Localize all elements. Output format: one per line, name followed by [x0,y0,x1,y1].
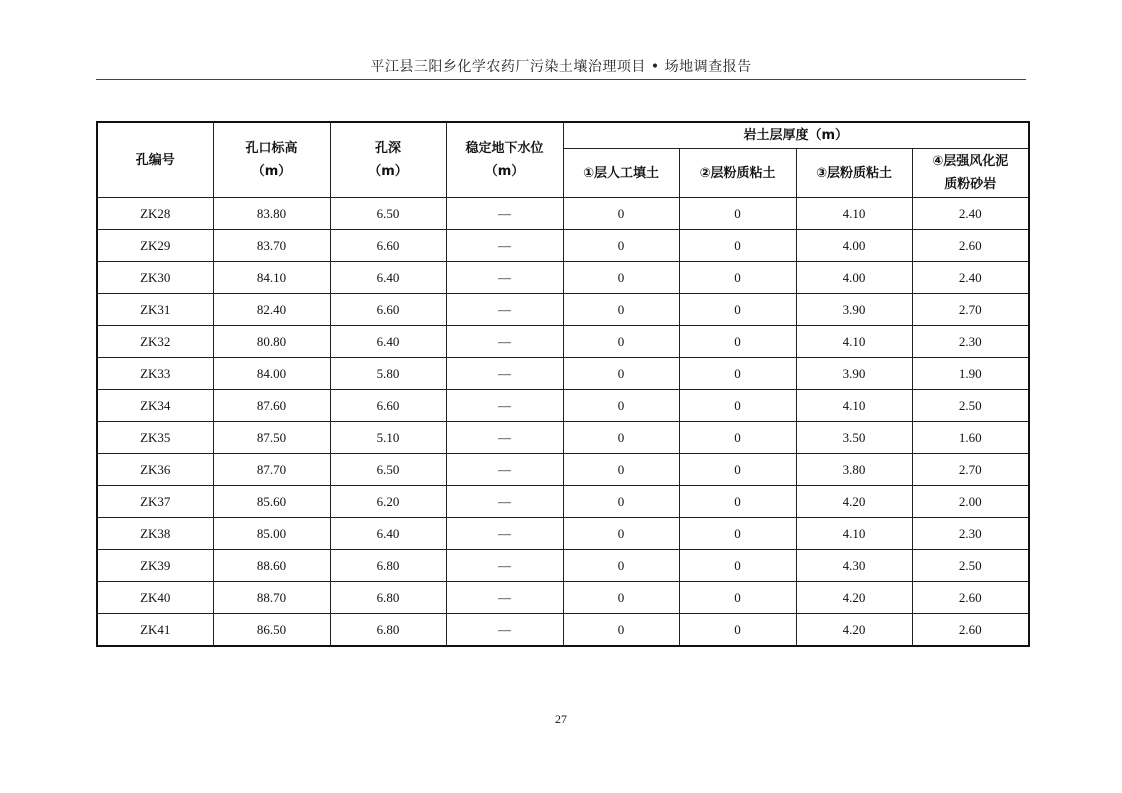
layer3-cell: 4.00 [796,262,912,294]
elevation-cell: 83.80 [213,198,330,230]
col-header-hole-id: 孔编号 [97,122,213,198]
table-row [97,486,1029,518]
layer2-cell: 0 [679,518,796,550]
hole-id-cell: ZK31 [97,294,213,326]
elevation-cell: 84.00 [213,358,330,390]
depth-cell: 5.80 [330,358,446,390]
layer3-cell: 4.30 [796,550,912,582]
elevation-cell: 83.70 [213,230,330,262]
elevation-cell: 88.60 [213,550,330,582]
hole-id-cell: ZK40 [97,582,213,614]
col-header-elevation-unit: （m） [251,164,292,179]
table-row [97,518,1029,550]
layer2-cell: 0 [679,422,796,454]
layer1-cell: 0 [563,454,679,486]
layer1-cell: 0 [563,582,679,614]
depth-cell: 6.40 [330,262,446,294]
water-level-cell: — [446,326,563,358]
layer4-cell: 2.30 [912,518,1029,550]
elevation-cell: 88.70 [213,582,330,614]
depth-cell: 6.50 [330,454,446,486]
elevation-cell: 87.70 [213,454,330,486]
water-level-cell: — [446,582,563,614]
elevation-cell: 86.50 [213,614,330,647]
layer4-cell: 2.70 [912,294,1029,326]
layer1-cell: 0 [563,550,679,582]
report-header-title: 平江县三阳乡化学农药厂污染土壤治理项目 • 场地调查报告 [370,59,752,75]
layer3-cell: 3.50 [796,422,912,454]
layer1-cell: 0 [563,198,679,230]
depth-cell: 6.20 [330,486,446,518]
table-row [97,550,1029,582]
layer4-cell: 2.30 [912,326,1029,358]
depth-cell: 6.60 [330,390,446,422]
table-row [97,198,1029,230]
depth-cell: 5.10 [330,422,446,454]
hole-id-cell: ZK41 [97,614,213,647]
page-number: 27 [555,712,567,726]
col-header-depth [330,122,446,198]
hole-id-cell: ZK39 [97,550,213,582]
depth-cell: 6.40 [330,326,446,358]
table-row [97,390,1029,422]
hole-id-cell: ZK38 [97,518,213,550]
layer3-cell: 3.90 [796,358,912,390]
layer4-cell: 1.60 [912,422,1029,454]
elevation-cell: 80.80 [213,326,330,358]
table-row [97,614,1029,647]
layer3-cell: 4.10 [796,198,912,230]
header-divider [96,79,1026,80]
hole-id-cell: ZK29 [97,230,213,262]
layer1-cell: 0 [563,614,679,647]
col-header-layer4-line1: ④层强风化泥 [932,154,1009,169]
layer4-cell: 2.60 [912,582,1029,614]
hole-id-cell: ZK36 [97,454,213,486]
depth-cell: 6.80 [330,614,446,647]
water-level-cell: — [446,550,563,582]
water-level-cell: — [446,230,563,262]
layer3-cell: 3.90 [796,294,912,326]
col-header-layer2: ②层粉质粘土 [679,149,796,198]
layer2-cell: 0 [679,230,796,262]
table-row [97,582,1029,614]
layer3-cell: 4.20 [796,582,912,614]
table-body [97,198,1029,647]
layer3-cell: 4.10 [796,326,912,358]
col-header-water-level [446,122,563,198]
layer1-cell: 0 [563,326,679,358]
layer4-cell: 1.90 [912,358,1029,390]
col-header-water-level-unit: （m） [484,164,525,179]
elevation-cell: 84.10 [213,262,330,294]
layer4-cell: 2.70 [912,454,1029,486]
water-level-cell: — [446,294,563,326]
layer2-cell: 0 [679,486,796,518]
layer1-cell: 0 [563,294,679,326]
layer2-cell: 0 [679,582,796,614]
layer3-cell: 4.20 [796,486,912,518]
table-row [97,262,1029,294]
depth-cell: 6.60 [330,294,446,326]
layer4-cell: 2.60 [912,614,1029,647]
col-header-layer4 [912,149,1029,198]
layer1-cell: 0 [563,262,679,294]
water-level-cell: — [446,358,563,390]
layer4-cell: 2.40 [912,262,1029,294]
col-header-depth-label: 孔深 [374,141,401,156]
water-level-cell: — [446,422,563,454]
layer4-cell: 2.00 [912,486,1029,518]
table-row [97,454,1029,486]
table-row [97,230,1029,262]
depth-cell: 6.80 [330,550,446,582]
water-level-cell: — [446,454,563,486]
elevation-cell: 87.60 [213,390,330,422]
col-group-header-thickness: 岩土层厚度（m） [563,122,1029,149]
depth-cell: 6.50 [330,198,446,230]
water-level-cell: — [446,614,563,647]
col-header-water-level-label: 稳定地下水位 [465,141,544,156]
layer4-cell: 2.50 [912,390,1029,422]
table-row [97,358,1029,390]
layer2-cell: 0 [679,326,796,358]
layer1-cell: 0 [563,230,679,262]
table-row [97,422,1029,454]
hole-id-cell: ZK34 [97,390,213,422]
layer2-cell: 0 [679,550,796,582]
layer3-cell: 4.20 [796,614,912,647]
layer2-cell: 0 [679,262,796,294]
hole-id-cell: ZK37 [97,486,213,518]
layer2-cell: 0 [679,294,796,326]
layer1-cell: 0 [563,390,679,422]
layer1-cell: 0 [563,486,679,518]
layer3-cell: 4.00 [796,230,912,262]
col-header-elevation [213,122,330,198]
depth-cell: 6.80 [330,582,446,614]
layer3-cell: 4.10 [796,518,912,550]
hole-id-cell: ZK30 [97,262,213,294]
depth-cell: 6.40 [330,518,446,550]
layer2-cell: 0 [679,614,796,647]
layer4-cell: 2.60 [912,230,1029,262]
elevation-cell: 82.40 [213,294,330,326]
water-level-cell: — [446,390,563,422]
col-header-elevation-label: 孔口标高 [245,141,298,156]
layer2-cell: 0 [679,198,796,230]
water-level-cell: — [446,486,563,518]
layer4-cell: 2.40 [912,198,1029,230]
hole-id-cell: ZK28 [97,198,213,230]
elevation-cell: 87.50 [213,422,330,454]
layer2-cell: 0 [679,390,796,422]
col-header-depth-unit: （m） [368,164,408,179]
hole-id-cell: ZK32 [97,326,213,358]
layer3-cell: 4.10 [796,390,912,422]
layer2-cell: 0 [679,358,796,390]
elevation-cell: 85.60 [213,486,330,518]
borehole-table [96,121,1030,647]
layer1-cell: 0 [563,518,679,550]
col-header-layer4-line2: 质粉砂岩 [944,177,997,192]
layer1-cell: 0 [563,358,679,390]
layer1-cell: 0 [563,422,679,454]
water-level-cell: — [446,518,563,550]
water-level-cell: — [446,198,563,230]
water-level-cell: — [446,262,563,294]
col-header-layer1: ①层人工填土 [563,149,679,198]
layer4-cell: 2.50 [912,550,1029,582]
table-row [97,326,1029,358]
layer3-cell: 3.80 [796,454,912,486]
layer2-cell: 0 [679,454,796,486]
col-header-layer3: ③层粉质粘土 [796,149,912,198]
header-row-1 [97,122,1029,149]
hole-id-cell: ZK33 [97,358,213,390]
table-row [97,294,1029,326]
hole-id-cell: ZK35 [97,422,213,454]
depth-cell: 6.60 [330,230,446,262]
elevation-cell: 85.00 [213,518,330,550]
